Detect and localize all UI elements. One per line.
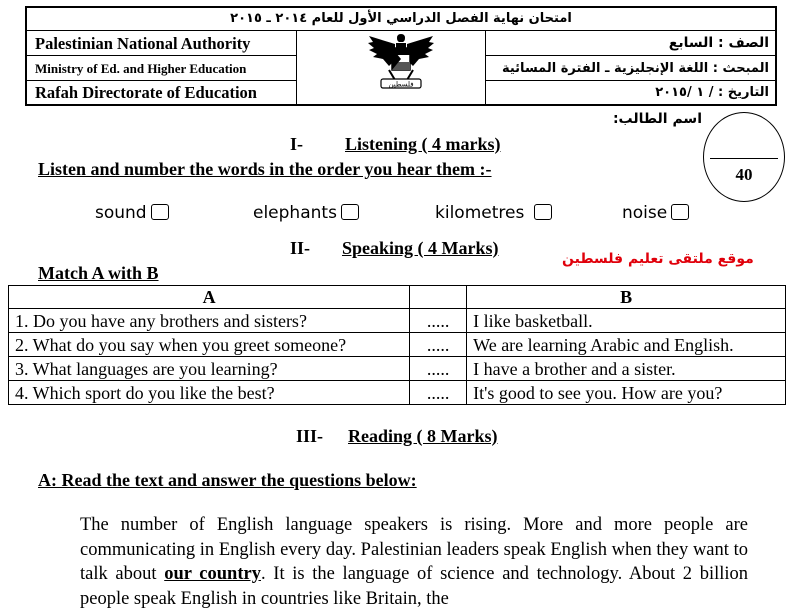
score-total: 40 [735, 165, 753, 184]
number-checkbox[interactable] [671, 204, 689, 220]
reading-passage [80, 513, 748, 611]
table-row [9, 333, 786, 357]
listening-number: I- [290, 134, 303, 154]
question-cell: 1. Do you have any brothers and sisters? [9, 309, 410, 333]
column-b-header: B [467, 286, 786, 309]
subject-label: المبحث : اللغة الإنجليزية ـ الفترة المسائية [485, 56, 775, 81]
table-header-row [9, 286, 786, 309]
answer-blank[interactable]: ..... [410, 333, 467, 357]
column-a-header: A [9, 286, 410, 309]
response-cell: I have a brother and a sister. [467, 357, 786, 381]
column-blank-header [410, 286, 467, 309]
response-cell: I like basketball. [467, 309, 786, 333]
speaking-number: II- [290, 238, 311, 258]
number-checkbox[interactable] [534, 204, 552, 220]
word-item [95, 203, 169, 223]
number-checkbox[interactable] [341, 204, 359, 220]
reading-number: III- [296, 426, 324, 446]
word-label: elephants [253, 203, 337, 223]
question-cell: 3. What languages are you learning? [9, 357, 410, 381]
score-oval [703, 112, 785, 202]
word-label: kilometres [435, 203, 525, 223]
student-name-label: اسم الطالب: [612, 111, 702, 127]
word-item [253, 203, 359, 223]
response-cell: It's good to see you. How are you? [467, 381, 786, 405]
speaking-instruction: Match A with B [38, 263, 159, 283]
table-row [9, 309, 786, 333]
question-cell: 2. What do you say when you greet someone? [9, 333, 410, 357]
listening-title: Listening ( 4 marks) [345, 134, 501, 154]
word-label: noise [622, 203, 668, 223]
passage-emphasis: our country [164, 564, 261, 584]
authority-name: Palestinian National Authority [27, 31, 297, 56]
palestine-emblem-icon [365, 30, 437, 94]
passage-text-cont: . It is the language of science and technology. About 2 billion people speak English in countries like Britain, the [80, 564, 749, 609]
emblem-caption: فلسطين [388, 80, 414, 89]
answer-blank[interactable]: ..... [410, 309, 467, 333]
grade-label: الصف : السابع [485, 31, 775, 56]
table-row [9, 357, 786, 381]
word-item [622, 203, 689, 223]
word-label: sound [95, 203, 147, 223]
number-checkbox[interactable] [151, 204, 169, 220]
directorate-name: Rafah Directorate of Education [27, 81, 297, 105]
exam-title: امتحان نهاية الفصل الدراسي الأول للعام ٢٠١٤ ـ ٢٠١٥ [27, 8, 775, 31]
table-row [9, 381, 786, 405]
date-label: التاريخ : / ١ /٢٠١٥ [485, 81, 775, 105]
word-item [435, 203, 552, 223]
speaking-title: Speaking ( 4 Marks) [342, 238, 499, 258]
answer-blank[interactable]: ..... [410, 381, 467, 405]
match-table [8, 285, 786, 405]
watermark-text: موقع ملتقى تعليم فلسطين [562, 251, 754, 267]
listening-instruction: Listen and number the words in the order you hear them :- [38, 159, 492, 179]
answer-blank[interactable]: ..... [410, 357, 467, 381]
reading-instruction: A: Read the text and answer the questions below: [38, 470, 417, 490]
ministry-name: Ministry of Ed. and Higher Education [27, 56, 297, 81]
question-cell: 4. Which sport do you like the best? [9, 381, 410, 405]
score-divider [710, 158, 778, 159]
reading-title: Reading ( 8 Marks) [348, 426, 498, 446]
response-cell: We are learning Arabic and English. [467, 333, 786, 357]
passage-text: The number of English language speakers is rising. More and more people are communicating in English every day. Palestinian leaders speak English when they want to talk about [80, 515, 748, 584]
